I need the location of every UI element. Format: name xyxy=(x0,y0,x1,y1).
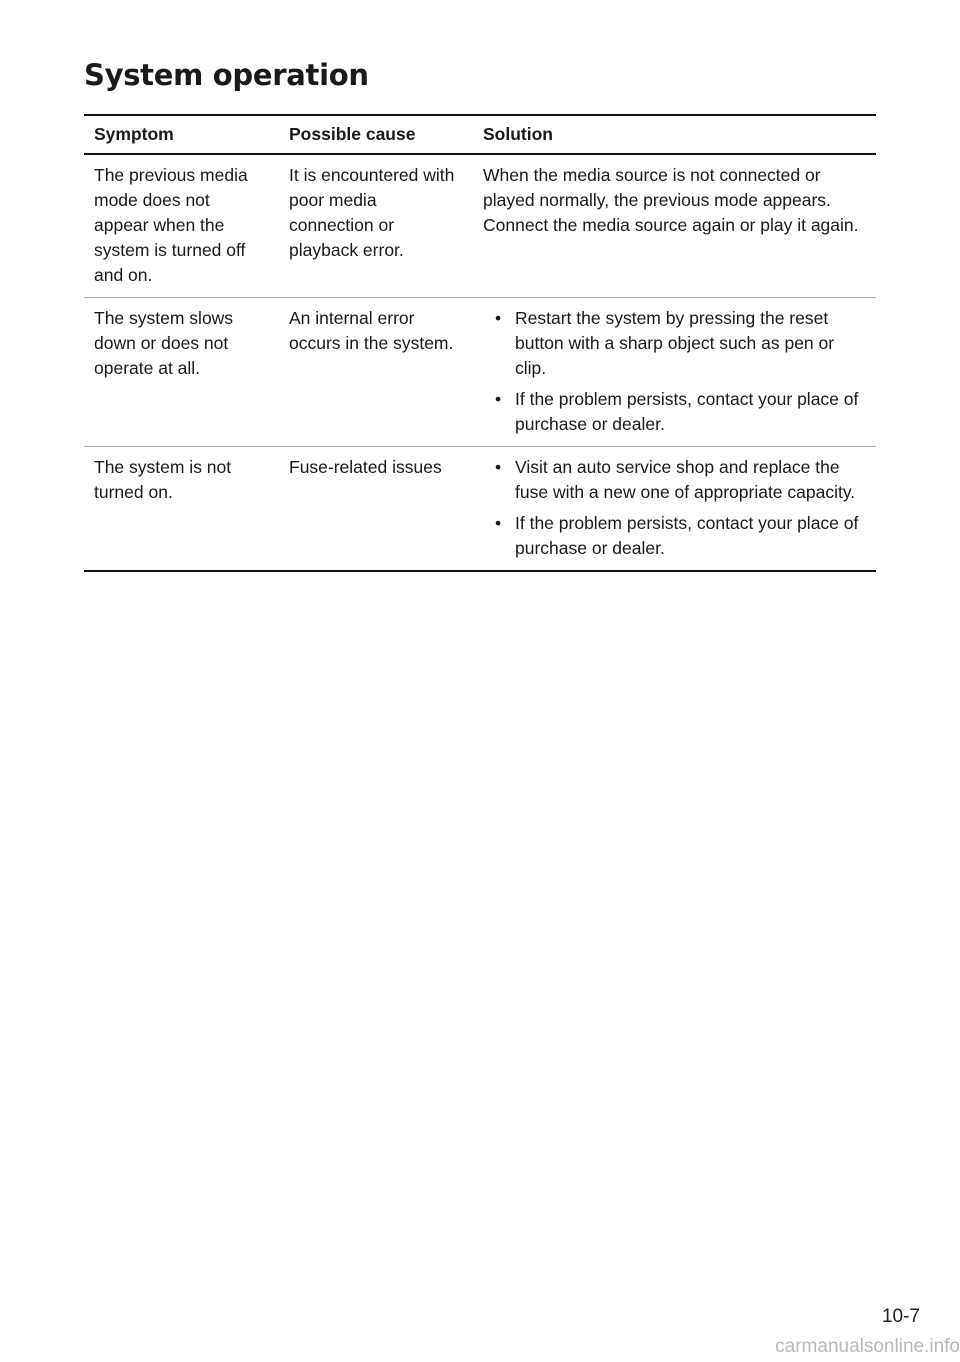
solution-list xyxy=(483,306,866,437)
table-header-row xyxy=(84,115,876,154)
page-title: System operation xyxy=(84,58,369,92)
solution-item-text: Visit an auto service shop and replace the fuse with a new one of appropriate capacity. xyxy=(515,457,856,502)
bullet-icon: • xyxy=(495,457,502,477)
solution-item xyxy=(483,306,866,381)
cause-cell: It is encountered with poor media connection or playback error. xyxy=(289,165,455,260)
symptom-cell: The system is not turned on. xyxy=(94,457,232,502)
table-row xyxy=(84,154,876,298)
solution-cell xyxy=(473,447,876,572)
watermark: carmanualsonline.info xyxy=(775,1336,960,1357)
solution-item xyxy=(483,387,866,437)
solution-item xyxy=(483,511,866,561)
solution-item-text: If the problem persists, contact your place of purchase or dealer. xyxy=(515,513,859,558)
solution-list xyxy=(483,455,866,561)
page-number: 10-7 xyxy=(881,1306,920,1327)
table-row xyxy=(84,298,876,447)
header-symptom: Symptom xyxy=(94,124,174,144)
header-solution: Solution xyxy=(483,124,553,144)
cause-cell: An internal error occurs in the system. xyxy=(289,308,454,353)
bullet-icon: • xyxy=(495,308,502,328)
solution-item-text: If the problem persists, contact your place of purchase or dealer. xyxy=(515,389,859,434)
symptom-cell: The system slows down or does not operate at all. xyxy=(94,308,234,378)
solution-item xyxy=(483,455,866,505)
symptom-cell: The previous media mode does not appear when the system is turned off and on. xyxy=(94,165,248,285)
troubleshooting-table xyxy=(84,114,876,572)
header-possible-cause: Possible cause xyxy=(289,124,416,144)
bullet-icon: • xyxy=(495,513,502,533)
solution-cell xyxy=(473,298,876,447)
solution-item-text: Restart the system by pressing the reset button with a sharp object such as pen or clip. xyxy=(515,308,835,378)
bullet-icon: • xyxy=(495,389,502,409)
solution-cell: When the media source is not connected or played normally, the previous mode appears. Connect the media source again or play it again. xyxy=(483,165,859,235)
cause-cell: Fuse-related issues xyxy=(289,457,442,477)
table-row xyxy=(84,447,876,572)
